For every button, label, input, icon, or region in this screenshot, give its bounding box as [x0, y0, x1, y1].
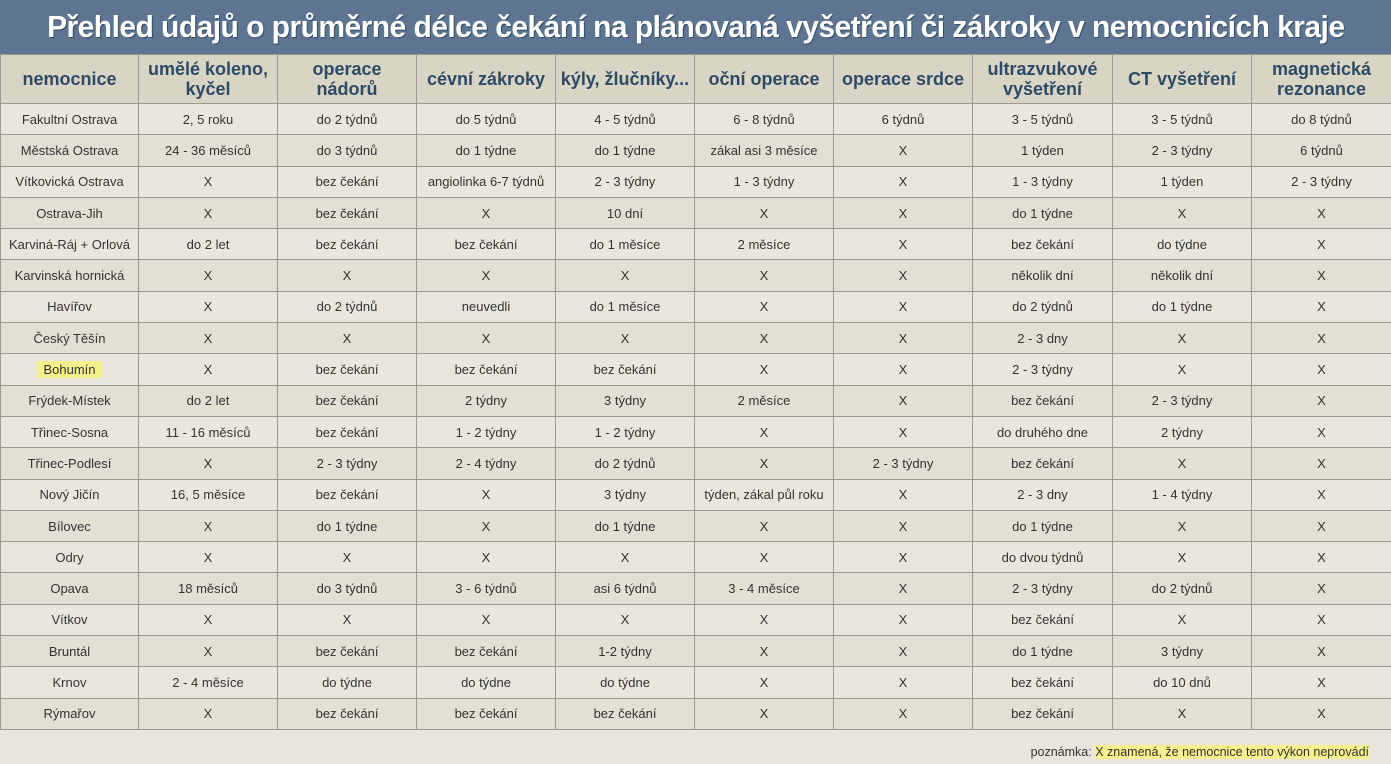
table-cell: X — [834, 385, 973, 416]
table-cell: do 2 let — [139, 385, 278, 416]
table-cell: X — [834, 135, 973, 166]
table-cell: X — [1113, 542, 1252, 573]
table-cell: X — [695, 698, 834, 729]
table-cell: X — [1113, 698, 1252, 729]
table-cell: X — [1252, 636, 1391, 667]
hospital-name-cell: Český Těšín — [1, 323, 139, 354]
hospital-name-cell: Bílovec — [1, 510, 139, 541]
table-cell: X — [834, 698, 973, 729]
hospital-name-cell: Frýdek-Místek — [1, 385, 139, 416]
table-cell: do 1 týdne — [973, 510, 1113, 541]
waiting-times-table — [0, 54, 1391, 730]
table-cell: X — [1252, 698, 1391, 729]
table-cell: 3 týdny — [556, 479, 695, 510]
table-cell: bez čekání — [973, 385, 1113, 416]
table-row — [1, 135, 1391, 166]
hospital-name-cell: Odry — [1, 542, 139, 573]
table-cell: X — [1252, 448, 1391, 479]
table-cell: 2 týdny — [1113, 416, 1252, 447]
table-cell: X — [1252, 197, 1391, 228]
title-bar — [0, 0, 1391, 54]
hospital-name-cell: Nový Jičín — [1, 479, 139, 510]
table-row — [1, 385, 1391, 416]
table-cell: bez čekání — [973, 604, 1113, 635]
table-cell: 2 - 4 měsíce — [139, 667, 278, 698]
table-cell: X — [556, 323, 695, 354]
table-cell: X — [139, 542, 278, 573]
table-cell: X — [695, 604, 834, 635]
table-row — [1, 354, 1391, 385]
table-cell: 2 - 3 dny — [973, 323, 1113, 354]
table-cell: 2 - 3 dny — [973, 479, 1113, 510]
table-cell: do týdne — [556, 667, 695, 698]
table-cell: 2 měsíce — [695, 229, 834, 260]
table-row — [1, 542, 1391, 573]
table-row — [1, 229, 1391, 260]
table-cell: několik dní — [1113, 260, 1252, 291]
table-cell: 1 - 3 týdny — [973, 166, 1113, 197]
column-header: operace nádorů — [278, 55, 417, 104]
table-cell: X — [695, 323, 834, 354]
table-header-row — [1, 55, 1391, 104]
table-cell: X — [139, 166, 278, 197]
table-cell: 18 měsíců — [139, 573, 278, 604]
table-cell: 3 týdny — [1113, 636, 1252, 667]
table-cell: do 2 let — [139, 229, 278, 260]
hospital-name-cell: Havířov — [1, 291, 139, 322]
table-cell: X — [695, 291, 834, 322]
table-cell: X — [139, 323, 278, 354]
table-cell: 1 týden — [1113, 166, 1252, 197]
table-cell: X — [278, 260, 417, 291]
table-cell: 1 - 3 týdny — [695, 166, 834, 197]
table-cell: X — [695, 260, 834, 291]
table-cell: X — [1252, 354, 1391, 385]
table-cell: X — [1113, 354, 1252, 385]
table-row — [1, 667, 1391, 698]
table-cell: X — [417, 510, 556, 541]
table-cell: do 3 týdnů — [278, 573, 417, 604]
table-cell: X — [834, 573, 973, 604]
table-cell: X — [417, 604, 556, 635]
hospital-name-cell: Krnov — [1, 667, 139, 698]
table-cell: do týdne — [278, 667, 417, 698]
table-cell: X — [556, 604, 695, 635]
table-cell: 6 týdnů — [1252, 135, 1391, 166]
table-cell: X — [1113, 197, 1252, 228]
table-cell: X — [695, 416, 834, 447]
table-cell: X — [1252, 416, 1391, 447]
table-cell: X — [1252, 510, 1391, 541]
table-cell: 6 - 8 týdnů — [695, 104, 834, 135]
hospital-name-cell: Opava — [1, 573, 139, 604]
hospital-name-cell: Karviná-Ráj + Orlová — [1, 229, 139, 260]
table-cell: 4 - 5 týdnů — [556, 104, 695, 135]
hospital-name-cell: Rýmařov — [1, 698, 139, 729]
table-cell: X — [695, 197, 834, 228]
table-row — [1, 510, 1391, 541]
table-cell: do 8 týdnů — [1252, 104, 1391, 135]
column-header: nemocnice — [1, 55, 139, 104]
table-cell: bez čekání — [973, 229, 1113, 260]
hospital-name-cell — [1, 354, 139, 385]
table-cell: X — [139, 448, 278, 479]
page-title: Přehled údajů o průměrné délce čekání na plánovaná vyšetření či zákroky v nemocnicích kraje — [46, 9, 1345, 44]
table-cell: neuvedli — [417, 291, 556, 322]
table-cell: X — [139, 698, 278, 729]
table-row — [1, 636, 1391, 667]
table-cell: X — [139, 197, 278, 228]
table-cell: X — [834, 416, 973, 447]
table-cell: X — [139, 354, 278, 385]
table-cell: X — [834, 229, 973, 260]
table-cell: X — [834, 260, 973, 291]
table-cell: 3 - 4 měsíce — [695, 573, 834, 604]
table-cell: bez čekání — [973, 698, 1113, 729]
table-cell: X — [1252, 573, 1391, 604]
table-cell: 2 - 4 týdny — [417, 448, 556, 479]
hospital-name-cell: Bruntál — [1, 636, 139, 667]
table-cell: X — [139, 636, 278, 667]
table-cell: 1 - 4 týdny — [1113, 479, 1252, 510]
table-cell: X — [417, 479, 556, 510]
table-cell: 2 - 3 týdny — [834, 448, 973, 479]
table-cell: do 1 týdne — [973, 636, 1113, 667]
column-header: magnetická rezonance — [1252, 55, 1391, 104]
column-header: kýly, žlučníky... — [556, 55, 695, 104]
table-cell: X — [417, 260, 556, 291]
table-cell: bez čekání — [278, 698, 417, 729]
table-row — [1, 698, 1391, 729]
table-cell: bez čekání — [278, 197, 417, 228]
hospital-name-cell: Karvinská hornická — [1, 260, 139, 291]
table-row — [1, 291, 1391, 322]
table-cell: 2 - 3 týdny — [973, 573, 1113, 604]
column-header: CT vyšetření — [1113, 55, 1252, 104]
table-cell: X — [834, 636, 973, 667]
table-row — [1, 166, 1391, 197]
table-cell: bez čekání — [556, 698, 695, 729]
table-row — [1, 104, 1391, 135]
table-cell: 2 - 3 týdny — [973, 354, 1113, 385]
table-cell: X — [1252, 604, 1391, 635]
table-cell: bez čekání — [278, 354, 417, 385]
table-cell: X — [139, 604, 278, 635]
table-cell: 3 týdny — [556, 385, 695, 416]
column-header: ultrazvukové vyšetření — [973, 55, 1113, 104]
table-cell: týden, zákal půl roku — [695, 479, 834, 510]
table-cell: do 2 týdnů — [556, 448, 695, 479]
table-cell: 3 - 6 týdnů — [417, 573, 556, 604]
table-cell: bez čekání — [278, 636, 417, 667]
table-cell: angiolinka 6-7 týdnů — [417, 166, 556, 197]
table-cell: X — [834, 197, 973, 228]
table-row — [1, 604, 1391, 635]
hospital-name-cell: Fakultní Ostrava — [1, 104, 139, 135]
table-cell: X — [1113, 323, 1252, 354]
table-cell: X — [695, 448, 834, 479]
table-cell: 2, 5 roku — [139, 104, 278, 135]
table-row — [1, 448, 1391, 479]
table-row — [1, 323, 1391, 354]
table-cell: X — [695, 636, 834, 667]
table-cell: bez čekání — [417, 636, 556, 667]
table-cell: X — [834, 510, 973, 541]
table-cell: 24 - 36 měsíců — [139, 135, 278, 166]
table-cell: do týdne — [1113, 229, 1252, 260]
table-cell: X — [695, 510, 834, 541]
table-cell: do 1 týdne — [556, 510, 695, 541]
table-cell: do 1 měsíce — [556, 291, 695, 322]
column-header: umělé koleno, kyčel — [139, 55, 278, 104]
table-cell: do 2 týdnů — [1113, 573, 1252, 604]
table-cell: 11 - 16 měsíců — [139, 416, 278, 447]
footnote-text: X znamená, že nemocnice tento výkon neprovádí — [1095, 745, 1369, 759]
table-cell: bez čekání — [278, 229, 417, 260]
table-cell: několik dní — [973, 260, 1113, 291]
table-cell: 3 - 5 týdnů — [1113, 104, 1252, 135]
table-cell: X — [278, 542, 417, 573]
table-cell: bez čekání — [973, 667, 1113, 698]
table-row — [1, 573, 1391, 604]
table-cell: X — [1252, 229, 1391, 260]
table-cell: X — [834, 542, 973, 573]
table-cell: X — [417, 197, 556, 228]
table-cell: do 10 dnů — [1113, 667, 1252, 698]
hospital-name-cell: Vítkovická Ostrava — [1, 166, 139, 197]
table-cell: X — [556, 260, 695, 291]
column-header: operace srdce — [834, 55, 973, 104]
table-cell: asi 6 týdnů — [556, 573, 695, 604]
table-cell: X — [695, 542, 834, 573]
table-cell: do 2 týdnů — [278, 104, 417, 135]
table-cell: 3 - 5 týdnů — [973, 104, 1113, 135]
table-cell: 2 měsíce — [695, 385, 834, 416]
highlighted-hospital-name: Bohumín — [37, 361, 101, 378]
table-cell: bez čekání — [417, 698, 556, 729]
table-cell: 1 - 2 týdny — [556, 416, 695, 447]
table-cell: do 1 měsíce — [556, 229, 695, 260]
table-cell: bez čekání — [973, 448, 1113, 479]
table-cell: do 3 týdnů — [278, 135, 417, 166]
table-cell: do týdne — [417, 667, 556, 698]
table-cell: do dvou týdnů — [973, 542, 1113, 573]
table-cell: X — [139, 510, 278, 541]
table-cell: bez čekání — [417, 229, 556, 260]
table-cell: X — [1252, 667, 1391, 698]
table-cell: X — [834, 479, 973, 510]
table-cell: 1 týden — [973, 135, 1113, 166]
table-cell: 2 - 3 týdny — [556, 166, 695, 197]
table-cell: bez čekání — [556, 354, 695, 385]
table-cell: X — [556, 542, 695, 573]
table-cell: X — [834, 166, 973, 197]
table-cell: X — [139, 260, 278, 291]
table-cell: X — [834, 354, 973, 385]
table-cell: do 1 týdne — [278, 510, 417, 541]
footnote — [1031, 745, 1369, 759]
table-row — [1, 260, 1391, 291]
hospital-name-cell: Městská Ostrava — [1, 135, 139, 166]
table-cell: X — [139, 291, 278, 322]
table-cell: X — [1252, 542, 1391, 573]
table-cell: X — [1252, 260, 1391, 291]
column-header: oční operace — [695, 55, 834, 104]
table-cell: X — [834, 667, 973, 698]
table-cell: 2 - 3 týdny — [278, 448, 417, 479]
table-cell: do 1 týdne — [556, 135, 695, 166]
table-cell: do 2 týdnů — [973, 291, 1113, 322]
table-cell: X — [1252, 479, 1391, 510]
table-cell: 10 dní — [556, 197, 695, 228]
table-row — [1, 416, 1391, 447]
table-cell: do druhého dne — [973, 416, 1113, 447]
table-cell: X — [278, 323, 417, 354]
table-cell: 2 - 3 týdny — [1252, 166, 1391, 197]
table-cell: do 1 týdne — [1113, 291, 1252, 322]
column-header: cévní zákroky — [417, 55, 556, 104]
hospital-name-cell: Třinec-Sosna — [1, 416, 139, 447]
table-cell: bez čekání — [278, 416, 417, 447]
table-cell: X — [1252, 385, 1391, 416]
table-cell: X — [1113, 510, 1252, 541]
table-cell: bez čekání — [417, 354, 556, 385]
table-cell: X — [278, 604, 417, 635]
hospital-name-cell: Vítkov — [1, 604, 139, 635]
table-cell: X — [1113, 604, 1252, 635]
table-cell: X — [1252, 291, 1391, 322]
table-cell: X — [834, 291, 973, 322]
table-cell: do 1 týdne — [973, 197, 1113, 228]
table-cell: 2 týdny — [417, 385, 556, 416]
table-cell: X — [417, 323, 556, 354]
table-cell: 2 - 3 týdny — [1113, 135, 1252, 166]
table-cell: 1 - 2 týdny — [417, 416, 556, 447]
hospital-name-cell: Ostrava-Jih — [1, 197, 139, 228]
table-row — [1, 479, 1391, 510]
table-cell: do 5 týdnů — [417, 104, 556, 135]
table-cell: 1-2 týdny — [556, 636, 695, 667]
table-cell: do 2 týdnů — [278, 291, 417, 322]
table-cell: X — [695, 354, 834, 385]
table-cell: 6 týdnů — [834, 104, 973, 135]
table-cell: 2 - 3 týdny — [1113, 385, 1252, 416]
footnote-label: poznámka: — [1030, 745, 1092, 759]
table-cell: do 1 týdne — [417, 135, 556, 166]
table-row — [1, 197, 1391, 228]
table-cell: X — [695, 667, 834, 698]
table-cell: X — [1113, 448, 1252, 479]
table-cell: bez čekání — [278, 166, 417, 197]
table-cell: X — [834, 323, 973, 354]
table-body — [1, 104, 1391, 730]
table-cell: zákal asi 3 měsíce — [695, 135, 834, 166]
table-cell: X — [1252, 323, 1391, 354]
table-cell: X — [834, 604, 973, 635]
table-cell: bez čekání — [278, 479, 417, 510]
table-cell: bez čekání — [278, 385, 417, 416]
hospital-name-cell: Třinec-Podlesí — [1, 448, 139, 479]
table-cell: X — [417, 542, 556, 573]
table-cell: 16, 5 měsíce — [139, 479, 278, 510]
